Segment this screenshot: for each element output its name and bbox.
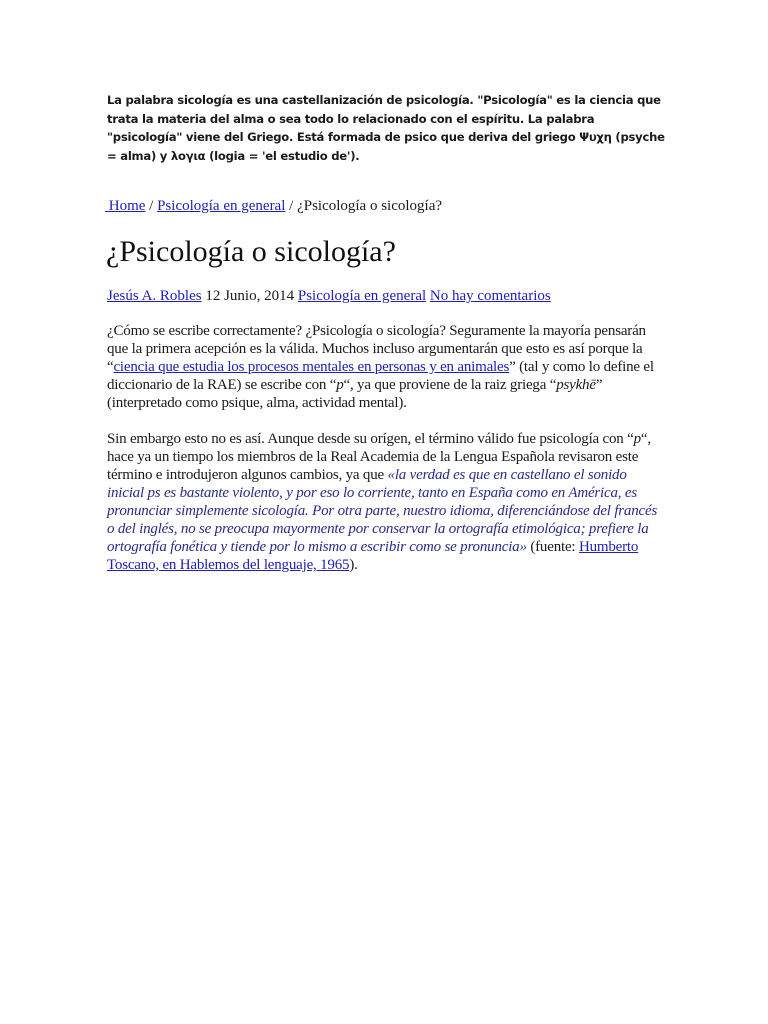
comments-link[interactable]: No hay comentarios xyxy=(429,288,551,304)
paragraph-text: “, ya que proviene de la raiz griega “ xyxy=(343,377,557,393)
greek-logia: λογια xyxy=(170,148,206,163)
breadcrumb-home-link[interactable]: Home xyxy=(108,198,146,214)
paragraph-text: (fuente: xyxy=(526,539,579,555)
paragraph-text: ” (tal y como lo define el diccionario de la RAE) se escribe con “ xyxy=(107,359,654,393)
breadcrumb-separator: / xyxy=(285,198,298,214)
letter-p: p xyxy=(633,431,641,447)
intro-paragraph xyxy=(107,91,667,165)
term-psykhe: psykhē xyxy=(556,377,596,393)
paragraph-text: Sin embargo esto no es así. Aunque desde su orígen, el término válido fue psicología con “ xyxy=(107,431,634,447)
breadcrumb-separator: / xyxy=(145,198,158,214)
article-paragraph-1 xyxy=(107,322,667,412)
article-meta xyxy=(107,287,551,305)
breadcrumb-current: ¿Psicología o sicología? xyxy=(297,198,443,214)
article-paragraph-2 xyxy=(107,430,667,574)
definition-link[interactable]: ciencia que estudia los procesos mentales en personas y en animales xyxy=(113,359,510,375)
quotation: «la verdad es que en castellano el sonido inicial ps es bastante violento, y por eso lo corriente, tanto en España como en América, es pronunciar simplemente sicología. Por otra parte, nuestro idioma, diferenciándose del francés o del inglés, no se preocupa mayormente por conservar la ortografía etimológica; prefiere la ortografía fonética y tiende por lo mismo a escribir como se pronuncia» xyxy=(107,467,658,555)
intro-text-b: (psyche = alma) y xyxy=(107,130,665,163)
letter-p: p xyxy=(336,377,344,393)
source-link[interactable]: Humberto Toscano, en Hablemos del lenguaje, 1965 xyxy=(107,539,639,573)
article-date: 12 Junio, 2014 xyxy=(205,288,295,304)
breadcrumb-category-link[interactable]: Psicología en general xyxy=(157,198,286,214)
breadcrumb xyxy=(105,197,442,215)
author-link[interactable]: Jesús A. Robles xyxy=(107,288,202,304)
paragraph-text: ” (interpretado como psique, alma, actividad mental). xyxy=(107,377,603,411)
page-title: ¿Psicología o sicología? xyxy=(106,235,396,268)
intro-text-a: La palabra sicología es una castellanización de psicología. "Psicología" es la ciencia que trata la materia del alma o sea todo lo relacionado con el espíritu. La palabra "psicología" viene del Griego. Está formada de psico que deriva del griego xyxy=(107,93,661,144)
greek-psyche: Ψυχη xyxy=(579,130,612,144)
category-link[interactable]: Psicología en general xyxy=(297,288,427,304)
paragraph-text: ). xyxy=(349,557,358,573)
paragraph-text: ¿Cómo se escribe correctamente? ¿Psicología o sicología? Seguramente la mayoría pensarán que la primera acepción es la válida. Muchos incluso argumentarán que esto es así porque la “ xyxy=(107,323,646,375)
intro-text-c: (logia = 'el estudio de'). xyxy=(205,148,360,163)
paragraph-text: “, hace ya un tiempo los miembros de la Real Academia de la Lengua Española revisaron este término e introdujeron algunos cambios, ya que xyxy=(107,431,651,483)
